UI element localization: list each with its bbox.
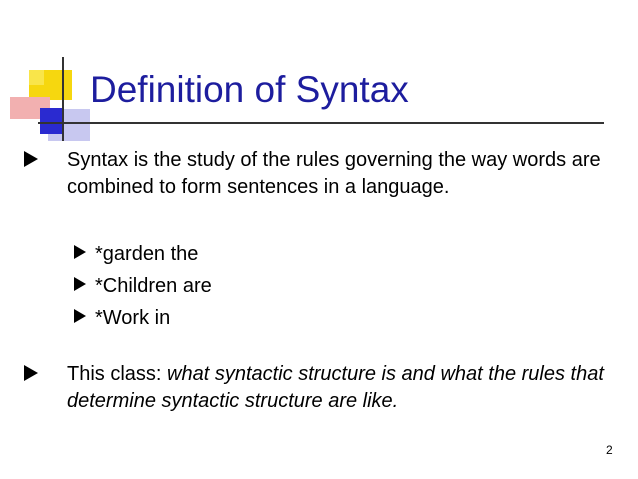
sub-bullet-icon [74, 277, 86, 291]
bullet-italic-text: what syntactic structure is and what the rules that determine syntactic structure are like. [67, 363, 604, 412]
sub-bullet-icon [74, 309, 86, 323]
sub-bullet-example-3: *Work in [95, 307, 171, 329]
slide-title: Definition of Syntax [90, 69, 409, 110]
deco-vertical-line [62, 57, 64, 141]
title-underline [38, 122, 604, 124]
bullet-prefix: This class: [67, 363, 168, 385]
bullet-icon [24, 365, 38, 381]
page-number: 2 [606, 443, 613, 457]
sub-bullet-example-2: *Children are [95, 275, 212, 297]
deco-yellow-small-square [29, 70, 44, 85]
sub-bullet-example-1: *garden the [95, 243, 199, 265]
sub-bullet-icon [74, 245, 86, 259]
deco-blue-square [40, 108, 62, 134]
bullet-icon [24, 151, 38, 167]
bullet-text-class-scope [67, 361, 607, 415]
bullet-text-definition: Syntax is the study of the rules governing the way words are combined to form sentences in a language. [67, 149, 601, 198]
